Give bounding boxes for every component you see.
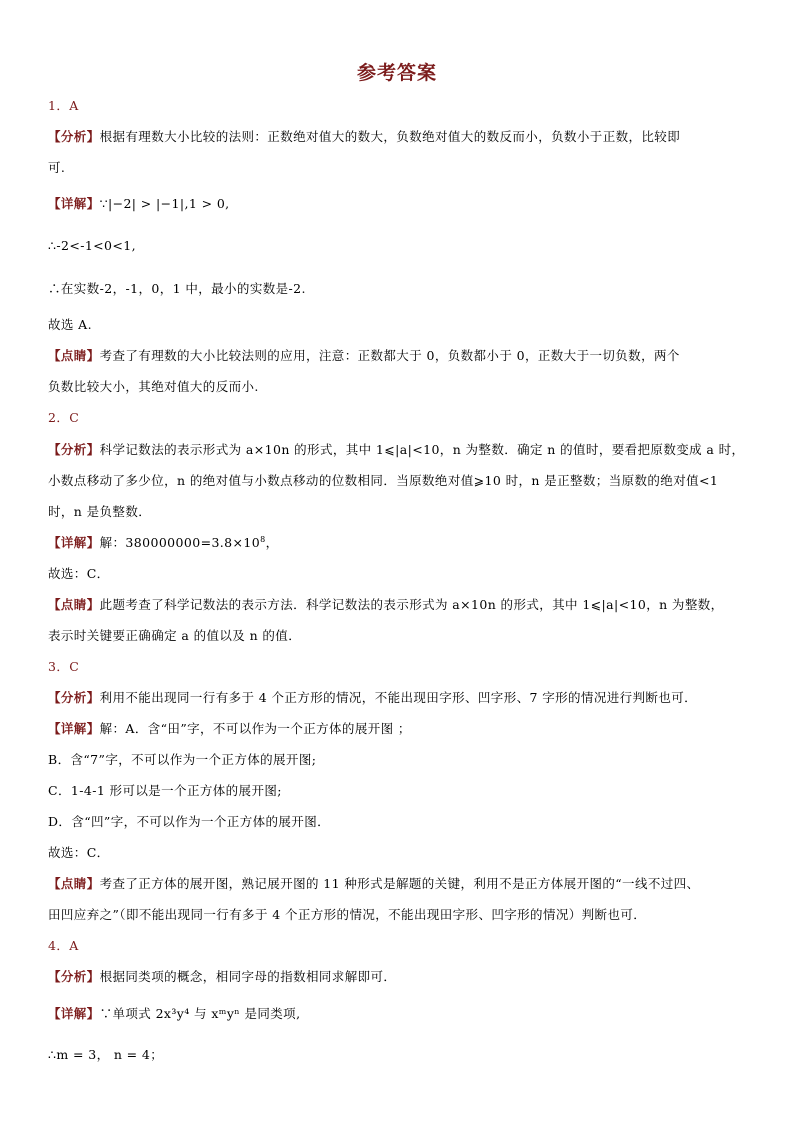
q3-detail-text-1: 解：A．含“田”字，不可以作为一个正方体的展开图 ； (99, 721, 411, 736)
q3-comment-text-1: 考查了正方体的展开图，熟记展开图的 11 种形式是解题的关键，利用不是正方体展开图的“一线不过四、 (99, 876, 700, 891)
q2-detail-end: ， (265, 535, 279, 550)
q1-comment-line-2: 负数比较大小，其绝对值大的反而小. (48, 379, 259, 394)
q3-comment-line-2: 田凹应弃之”（即不能出现同一行有多于 4 个正方形的情况，不能出现田字形、凹字形的情况）判断也可． (48, 907, 647, 922)
q2-detail-exponent: 8 (260, 535, 266, 544)
q1-comment-text-1: 考查了有理数的大小比较法则的应用，注意：正数都大于 0，负数都小于 0，正数大于一切负数，两个 (99, 348, 680, 363)
q2-analysis-line-1 (48, 442, 748, 458)
q4-analysis-tag: 【分析】 (48, 969, 100, 984)
q3-detail-line-4: D．含“凹”字，不可以作为一个正方体的展开图． (48, 814, 331, 829)
q3-answer-label: 3．C (48, 659, 80, 674)
q2-analysis-tag: 【分析】 (48, 442, 100, 457)
q1-detail-line-1 (48, 196, 748, 212)
q3-detail-line-1 (48, 721, 748, 737)
q2-comment-tag: 【点睛】 (48, 597, 100, 612)
q1-comment-line-1 (48, 348, 748, 364)
q2-detail-line-1 (48, 535, 748, 551)
q1-analysis-text-1: 根据有理数大小比较的法则：正数绝对值大的数大，负数绝对值大的数反而小，负数小于正数，比较即 (99, 129, 681, 144)
q3-analysis-tag: 【分析】 (48, 690, 100, 705)
q4-detail-line-1 (48, 1006, 748, 1022)
q1-number (48, 98, 748, 114)
q1-detail-tag: 【详解】 (48, 196, 100, 211)
q1-comment-tag: 【点睛】 (48, 348, 100, 363)
q1-choice: 故选 A. (48, 317, 92, 332)
q4-answer-label: 4．A (48, 938, 79, 953)
q3-number (48, 659, 748, 675)
q1-analysis-line-1 (48, 129, 748, 145)
q3-detail-tag: 【详解】 (48, 721, 100, 736)
q2-answer-label: 2．C (48, 410, 80, 425)
q2-analysis-line-2: 小数点移动了多少位，n 的绝对值与小数点移动的位数相同．当原数绝对值⩾10 时，n 是正整数；当原数的绝对值<1 (48, 473, 719, 488)
q3-detail-line-3: C．1-4-1 形可以是一个正方体的展开图; (48, 783, 282, 798)
q2-choice: 故选：C． (48, 566, 110, 581)
q4-number (48, 938, 748, 954)
q3-choice: 故选：C． (48, 845, 110, 860)
q2-number (48, 410, 748, 426)
q2-comment-text-1: 此题考查了科学记数法的表示方法．科学记数法的表示形式为 a×10n 的形式，其中 1⩽|a|<10，n 为整数， (99, 597, 724, 612)
q2-comment-line-2: 表示时关键要正确确定 a 的值以及 n 的值． (48, 628, 302, 643)
q2-analysis-line-3: 时，n 是负整数． (48, 504, 152, 519)
page-title: 参考答案 (356, 62, 437, 84)
q4-detail-line-2: ∴m = 3， n = 4； (48, 1047, 164, 1062)
q2-analysis-text-1: 科学记数法的表示形式为 a×10n 的形式，其中 1⩽|a|<10，n 为整数．确定 n 的值时，要看把原数变成 a 时， (99, 442, 745, 457)
q1-detail-line-2: ∴-2<-1<0<1, (48, 238, 137, 253)
q2-detail-text-1: 解：380000000=3.8×10 (99, 535, 261, 550)
q4-detail-text-1: ∵单项式 2x³y⁴ 与 xᵐyⁿ 是同类项, (99, 1006, 301, 1021)
q3-analysis-line-1 (48, 690, 748, 706)
q3-analysis-text-1: 利用不能出现同一行有多于 4 个正方形的情况，不能出现田字形、凹字形、7 字形的情况进行判断也可． (99, 690, 698, 705)
q4-detail-tag: 【详解】 (48, 1006, 100, 1021)
q1-analysis-line-2: 可. (48, 160, 66, 175)
q4-analysis-text-1: 根据同类项的概念，相同字母的指数相同求解即可． (99, 969, 397, 984)
q3-comment-line-1 (48, 876, 748, 892)
q1-answer-label: 1．A (48, 98, 79, 113)
q1-analysis-tag: 【分析】 (48, 129, 100, 144)
q2-detail-tag: 【详解】 (48, 535, 100, 550)
q4-analysis-line-1 (48, 969, 748, 985)
q2-comment-line-1 (48, 597, 748, 613)
q1-detail-text-1: ∵|−2| > |−1|,1 > 0, (99, 196, 230, 211)
q3-comment-tag: 【点睛】 (48, 876, 100, 891)
q3-detail-line-2: B．含“7”字，不可以作为一个正方体的展开图; (48, 752, 317, 767)
q1-detail-line-3: ∴在实数-2，-1，0，1 中，最小的实数是-2. (48, 281, 306, 296)
